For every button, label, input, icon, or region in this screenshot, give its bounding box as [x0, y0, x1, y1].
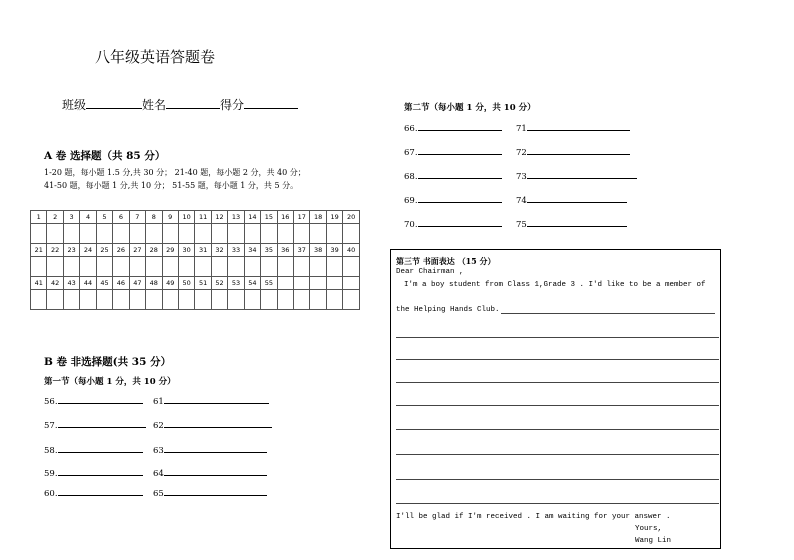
writing-line[interactable]: [501, 313, 715, 314]
letter-closing: I'll be glad if I'm received . I am waiting for your answer .: [396, 513, 671, 521]
answer-cell[interactable]: [146, 224, 162, 244]
answer-line[interactable]: [153, 466, 267, 479]
writing-line[interactable]: [396, 405, 719, 406]
part-a-heading: A 卷 选择题（共 85 分）: [44, 150, 166, 162]
answer-blank[interactable]: [164, 394, 269, 404]
question-number-cell: 38: [310, 244, 326, 257]
answer-cell[interactable]: [80, 257, 96, 277]
answer-cell[interactable]: [310, 224, 326, 244]
question-number-cell: 27: [129, 244, 145, 257]
question-number-cell: 18: [310, 211, 326, 224]
question-number-cell: [277, 277, 293, 290]
answer-cell[interactable]: [343, 290, 360, 310]
answer-cell[interactable]: [96, 257, 112, 277]
letter-greeting: Dear Chairman ,: [396, 268, 464, 276]
section-3-heading: 第三节 书面表达 （15 分）: [396, 256, 496, 266]
answer-cell[interactable]: [228, 224, 244, 244]
answer-cell[interactable]: [195, 257, 211, 277]
answer-blank[interactable]: [418, 169, 502, 179]
question-number-cell: 36: [277, 244, 293, 257]
answer-cell[interactable]: [294, 224, 310, 244]
answer-grid: [30, 210, 360, 310]
answer-cell[interactable]: [261, 290, 277, 310]
question-number-cell: 22: [47, 244, 63, 257]
answer-blank[interactable]: [164, 418, 272, 428]
question-number-cell: 44: [80, 277, 96, 290]
answer-cell[interactable]: [228, 290, 244, 310]
question-number-cell: 3: [63, 211, 79, 224]
question-number-cell: 29: [162, 244, 178, 257]
answer-line[interactable]: [516, 217, 627, 230]
question-number-cell: 32: [211, 244, 227, 257]
question-number-cell: 13: [228, 211, 244, 224]
question-number: 73: [516, 172, 527, 182]
answer-cell[interactable]: [162, 257, 178, 277]
answer-cell[interactable]: [244, 257, 260, 277]
answer-cell[interactable]: [277, 224, 293, 244]
question-number-cell: 37: [294, 244, 310, 257]
answer-cell[interactable]: [129, 257, 145, 277]
answer-blank[interactable]: [527, 217, 627, 227]
answer-cell[interactable]: [146, 290, 162, 310]
question-number-cell: 9: [162, 211, 178, 224]
question-number: 57.: [44, 421, 58, 431]
answer-line[interactable]: [153, 394, 269, 407]
student-info-line: [62, 96, 298, 113]
question-number: 60.: [44, 489, 58, 499]
question-number-cell: 49: [162, 277, 178, 290]
page-title: 八年级英语答题卷: [95, 48, 216, 66]
answer-line[interactable]: [44, 443, 143, 456]
question-number: 71: [516, 124, 527, 134]
part-a-scoring-line-2: 41-50 题，每小题 1 分,共 10 分； 51-55 题，每小题 1 分，共 5 分。: [44, 181, 299, 190]
question-number: 68.: [404, 172, 418, 182]
answer-cell[interactable]: [63, 224, 79, 244]
score-label: 得分: [220, 98, 245, 112]
answer-cell[interactable]: [294, 257, 310, 277]
answer-blank[interactable]: [164, 443, 267, 453]
question-number-cell: 20: [343, 211, 360, 224]
question-number-cell: 45: [96, 277, 112, 290]
writing-line[interactable]: [396, 382, 719, 383]
answer-line[interactable]: [516, 169, 637, 182]
question-number-cell: 35: [261, 244, 277, 257]
question-number-cell: [310, 277, 326, 290]
question-number-cell: 54: [244, 277, 260, 290]
question-number: 59.: [44, 469, 58, 479]
answer-line[interactable]: [44, 486, 143, 499]
question-number-cell: 5: [96, 211, 112, 224]
answer-cell[interactable]: [244, 224, 260, 244]
answer-line[interactable]: [153, 443, 267, 456]
question-number-cell: 16: [277, 211, 293, 224]
letter-intro-line-1: I'm a boy student from Class 1,Grade 3 . I'd like to be a member of: [404, 281, 706, 289]
answer-cell[interactable]: [47, 257, 63, 277]
question-number: 67.: [404, 148, 418, 158]
question-number: 61: [153, 397, 164, 407]
writing-line[interactable]: [396, 337, 719, 338]
answer-line[interactable]: [404, 121, 502, 134]
answer-cell[interactable]: [178, 290, 194, 310]
question-number: 75: [516, 220, 527, 230]
question-number: 58.: [44, 446, 58, 456]
writing-line[interactable]: [396, 429, 719, 430]
question-number-cell: 17: [294, 211, 310, 224]
question-number-cell: [326, 277, 342, 290]
question-number-cell: 28: [146, 244, 162, 257]
answer-cell[interactable]: [228, 257, 244, 277]
answer-cell[interactable]: [47, 290, 63, 310]
answer-line[interactable]: [404, 217, 502, 230]
question-number: 74: [516, 196, 527, 206]
answer-blank[interactable]: [418, 145, 502, 155]
question-number: 63: [153, 446, 164, 456]
answer-cell[interactable]: [96, 290, 112, 310]
question-number-cell: 34: [244, 244, 260, 257]
answer-cell[interactable]: [178, 257, 194, 277]
class-label: 班级: [62, 98, 87, 112]
answer-cell[interactable]: [277, 290, 293, 310]
answer-cell[interactable]: [343, 257, 360, 277]
answer-blank[interactable]: [58, 443, 143, 453]
answer-cell[interactable]: [31, 257, 47, 277]
answer-cell[interactable]: [261, 224, 277, 244]
answer-blank[interactable]: [527, 169, 637, 179]
question-number: 72: [516, 148, 527, 158]
question-number-cell: 10: [178, 211, 194, 224]
question-number-cell: 2: [47, 211, 63, 224]
question-number: 66.: [404, 124, 418, 134]
answer-cell[interactable]: [31, 224, 47, 244]
answer-blank[interactable]: [418, 193, 502, 203]
question-number-cell: 50: [178, 277, 194, 290]
answer-cell[interactable]: [294, 290, 310, 310]
question-number-cell: 30: [178, 244, 194, 257]
question-number-cell: 46: [113, 277, 129, 290]
question-number-cell: 51: [195, 277, 211, 290]
answer-blank[interactable]: [527, 145, 630, 155]
answer-cell[interactable]: [80, 290, 96, 310]
question-number-cell: 47: [129, 277, 145, 290]
answer-cell[interactable]: [31, 290, 47, 310]
name-label: 姓名: [142, 98, 167, 112]
answer-line[interactable]: [44, 394, 143, 407]
answer-blank[interactable]: [164, 486, 267, 496]
answer-cell[interactable]: [277, 257, 293, 277]
answer-cell[interactable]: [129, 224, 145, 244]
answer-line[interactable]: [153, 486, 267, 499]
writing-line[interactable]: [396, 479, 719, 480]
question-number-cell: 33: [228, 244, 244, 257]
answer-line[interactable]: [404, 193, 502, 206]
question-number-cell: 14: [244, 211, 260, 224]
answer-cell[interactable]: [211, 257, 227, 277]
question-number-cell: 39: [326, 244, 342, 257]
question-number-cell: 55: [261, 277, 277, 290]
answer-line[interactable]: [153, 418, 272, 431]
question-number-cell: 26: [113, 244, 129, 257]
answer-line[interactable]: [516, 145, 630, 158]
name-field[interactable]: [166, 96, 220, 109]
question-number-cell: 21: [31, 244, 47, 257]
writing-line[interactable]: [396, 454, 719, 455]
part-b-heading: B 卷 非选择题(共 35 分）: [44, 356, 172, 368]
answer-cell[interactable]: [129, 290, 145, 310]
answer-blank[interactable]: [164, 466, 267, 476]
question-number: 64: [153, 469, 164, 479]
question-number-cell: 19: [326, 211, 342, 224]
answer-cell[interactable]: [113, 290, 129, 310]
answer-cell[interactable]: [80, 224, 96, 244]
answer-blank[interactable]: [527, 193, 627, 203]
question-number-cell: 15: [261, 211, 277, 224]
question-number-cell: 31: [195, 244, 211, 257]
answer-cell[interactable]: [63, 257, 79, 277]
question-number-cell: 7: [129, 211, 145, 224]
answer-cell[interactable]: [47, 224, 63, 244]
answer-cell[interactable]: [244, 290, 260, 310]
question-number-cell: [343, 277, 360, 290]
letter-intro-line-2: the Helping Hands Club.: [396, 306, 500, 314]
question-number-cell: 52: [211, 277, 227, 290]
class-field[interactable]: [86, 96, 142, 109]
answer-cell[interactable]: [162, 224, 178, 244]
answer-line[interactable]: [404, 145, 502, 158]
question-number-cell: 41: [31, 277, 47, 290]
question-number-cell: 25: [96, 244, 112, 257]
question-number: 62: [153, 421, 164, 431]
answer-cell[interactable]: [343, 224, 360, 244]
question-number-cell: 1: [31, 211, 47, 224]
question-number: 56.: [44, 397, 58, 407]
answer-cell[interactable]: [326, 224, 342, 244]
question-number-cell: 8: [146, 211, 162, 224]
answer-cell[interactable]: [162, 290, 178, 310]
answer-blank[interactable]: [58, 486, 143, 496]
writing-line[interactable]: [396, 503, 719, 504]
answer-blank[interactable]: [527, 121, 630, 131]
answer-line[interactable]: [516, 121, 630, 134]
answer-cell[interactable]: [63, 290, 79, 310]
answer-cell[interactable]: [96, 224, 112, 244]
answer-blank[interactable]: [58, 394, 143, 404]
answer-cell[interactable]: [310, 290, 326, 310]
question-number-cell: 53: [228, 277, 244, 290]
answer-cell[interactable]: [195, 290, 211, 310]
answer-cell[interactable]: [326, 257, 342, 277]
answer-line[interactable]: [44, 466, 143, 479]
question-number: 69.: [404, 196, 418, 206]
question-number-cell: 23: [63, 244, 79, 257]
writing-line[interactable]: [396, 359, 719, 360]
answer-cell[interactable]: [178, 224, 194, 244]
answer-cell[interactable]: [310, 257, 326, 277]
question-number-cell: 4: [80, 211, 96, 224]
question-number-cell: [294, 277, 310, 290]
answer-cell[interactable]: [113, 224, 129, 244]
answer-blank[interactable]: [58, 418, 146, 428]
answer-cell[interactable]: [211, 224, 227, 244]
question-number-cell: 43: [63, 277, 79, 290]
part-a-scoring-line-1: 1-20 题，每小题 1.5 分,共 30 分； 21-40 题，每小题 2 分，共 40 分；: [44, 168, 306, 177]
writing-box: [390, 249, 721, 549]
answer-blank[interactable]: [418, 217, 502, 227]
question-number-cell: 40: [343, 244, 360, 257]
answer-blank[interactable]: [58, 466, 143, 476]
letter-signature: Wang Lin: [635, 537, 672, 545]
answer-cell[interactable]: [195, 224, 211, 244]
answer-cell[interactable]: [261, 257, 277, 277]
answer-line[interactable]: [516, 193, 627, 206]
answer-line[interactable]: [44, 418, 146, 431]
score-field[interactable]: [244, 96, 298, 109]
question-number-cell: 42: [47, 277, 63, 290]
question-number-cell: 24: [80, 244, 96, 257]
question-number: 65: [153, 489, 164, 499]
answer-cell[interactable]: [211, 290, 227, 310]
answer-cell[interactable]: [113, 257, 129, 277]
question-number: 70.: [404, 220, 418, 230]
answer-cell[interactable]: [146, 257, 162, 277]
answer-cell[interactable]: [326, 290, 342, 310]
answer-blank[interactable]: [418, 121, 502, 131]
letter-yours: Yours,: [635, 525, 663, 533]
question-number-cell: 48: [146, 277, 162, 290]
question-number-cell: 11: [195, 211, 211, 224]
section-1-heading: 第一节（每小题 1 分，共 10 分）: [44, 377, 176, 387]
answer-line[interactable]: [404, 169, 502, 182]
question-number-cell: 6: [113, 211, 129, 224]
question-number-cell: 12: [211, 211, 227, 224]
section-2-heading: 第二节（每小题 1 分，共 10 分）: [404, 103, 536, 113]
